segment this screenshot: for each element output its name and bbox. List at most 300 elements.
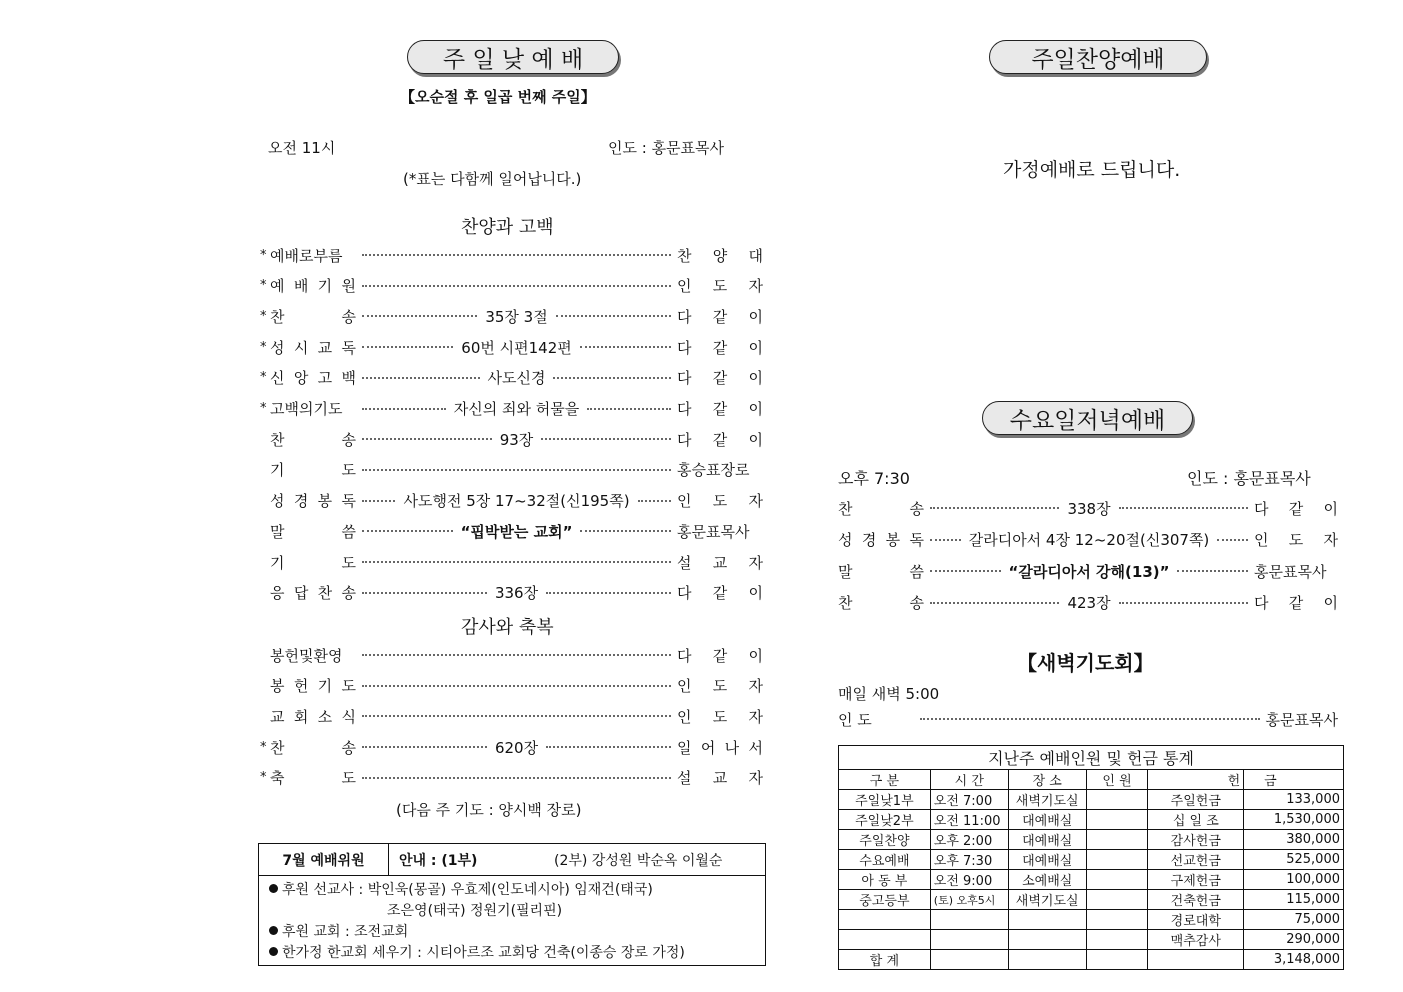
label-part: 대 — [748, 246, 763, 265]
dawn-prayer-time: 매일 새벽 5:00 — [838, 685, 940, 703]
stats-cell: 주일낮2부 — [839, 810, 931, 830]
order-label — [270, 306, 356, 327]
order-person — [677, 706, 763, 727]
stats-cell — [930, 910, 1008, 930]
stats-cell: 구제헌금 — [1148, 870, 1244, 890]
stats-cell — [1086, 830, 1148, 850]
order-label — [270, 459, 356, 480]
stats-cell: (토) 오후5시 — [930, 890, 1008, 910]
label-part: 이 — [1323, 594, 1338, 612]
label-part: 이 — [748, 430, 763, 449]
label-part: 자 — [748, 553, 763, 572]
order-row — [260, 766, 763, 790]
sunday-leader: 인도 : 홍문표목사 — [608, 139, 725, 157]
order-row — [260, 366, 763, 390]
label-part: 독 — [341, 338, 356, 357]
order-row — [260, 674, 763, 698]
order-fill — [356, 367, 677, 388]
order-person — [677, 245, 763, 266]
label-part: 기 — [270, 461, 285, 480]
dawn-label-text: 인 도 — [838, 710, 872, 729]
order-fill — [924, 529, 1254, 550]
dot-leader — [362, 469, 671, 471]
dot-leader — [920, 718, 1260, 720]
dot-leader — [580, 346, 671, 348]
order-row — [260, 427, 763, 451]
label-part: 씀 — [909, 562, 924, 581]
stats-cell: 아 동 부 — [839, 870, 931, 890]
order-label — [270, 582, 356, 603]
label-part: 봉 — [885, 531, 901, 549]
label-part: 찬 — [270, 430, 285, 449]
label-part: 축 — [270, 769, 285, 788]
wednesday-service-title — [982, 401, 1193, 435]
label-part: 도 — [712, 492, 728, 511]
label-part: 인 — [677, 707, 692, 726]
stats-total-label: 합 계 — [839, 950, 931, 970]
label-part: 도 — [341, 769, 356, 788]
label-part: 송 — [909, 499, 924, 518]
stats-title: 지난주 예배인원 및 헌금 통계 — [839, 746, 1344, 770]
standing-marker: * — [260, 770, 267, 786]
label-part: 다 — [1254, 594, 1269, 612]
label-part: 인 — [677, 492, 692, 511]
dot-leader — [546, 746, 671, 748]
missionary-row — [269, 880, 755, 901]
dot-leader — [362, 530, 453, 532]
label-part: 도 — [341, 461, 356, 480]
missionary-list-1: 박인욱(몽골) 우효제(인도네시아) 임재건(태국) — [367, 882, 653, 898]
label-part: 답 — [293, 584, 309, 603]
stats-cell: 수요예배 — [839, 850, 931, 870]
order-fill — [356, 469, 677, 471]
stats-cell: 오전 11:00 — [930, 810, 1008, 830]
dot-leader — [362, 500, 395, 502]
label-part: 원 — [341, 277, 356, 296]
order-fill — [924, 592, 1254, 613]
dawn-prayer-leader-row — [838, 707, 1338, 731]
label-part: 설 — [677, 553, 692, 572]
stats-cell — [1008, 930, 1086, 950]
order-person — [1254, 592, 1338, 613]
order-row — [260, 735, 763, 759]
label-part: 다 — [677, 646, 692, 665]
order-fill — [356, 582, 677, 603]
dot-leader — [1119, 507, 1248, 509]
label-part: 도 — [341, 553, 356, 572]
stats-cell: 대예배실 — [1008, 830, 1086, 850]
stats-row — [839, 870, 1344, 890]
stats-cell: 경로대학 — [1148, 910, 1244, 930]
praise-note: 가정예배로 드립니다. — [1003, 159, 1181, 181]
order-label — [270, 490, 356, 511]
label-part: 교 — [317, 338, 333, 357]
stats-cell — [1086, 910, 1148, 930]
label-part: 찬 — [270, 738, 285, 757]
sunday-subtitle: 【오순절 후 일곱 번째 주일】 — [400, 88, 596, 106]
stats-cell — [1008, 950, 1086, 970]
missionary-list-2: 조은영(태국) 정원기(필리핀) — [387, 903, 563, 919]
label-part: 앙 — [293, 369, 309, 388]
standing-marker: * — [260, 401, 267, 416]
label-part: 자 — [748, 277, 763, 296]
label-part: 나 — [724, 738, 740, 757]
standing-marker: * — [260, 739, 267, 755]
order-person — [677, 645, 763, 666]
dot-leader — [362, 561, 671, 563]
label-part: 자 — [748, 769, 763, 788]
dot-leader — [1177, 570, 1248, 572]
order-label — [270, 737, 356, 758]
sunday-service-title-text: 주 일 낮 예 배 — [442, 46, 584, 73]
label-part: 찬 — [317, 584, 333, 603]
praise-service-title-text: 주일찬양예배 — [1031, 46, 1165, 73]
dot-leader — [930, 507, 1059, 509]
order-content: “갈라디아서 강해(13)” — [1008, 562, 1170, 581]
label-part: 같 — [712, 646, 728, 665]
label-part: 송 — [341, 430, 356, 449]
dawn-prayer-title: 【새벽기도회】 — [1017, 651, 1154, 675]
label-part: 백 — [341, 369, 356, 388]
stats-cell: 맥추감사 — [1148, 930, 1244, 950]
label-part: 고 — [317, 369, 333, 388]
label-part: 자 — [748, 677, 763, 696]
stats-cell — [1086, 790, 1148, 810]
label-part: 씀 — [341, 522, 356, 541]
wednesday-leader: 인도 : 홍문표목사 — [1187, 469, 1311, 488]
stats-header-cell: 구 분 — [839, 770, 931, 790]
label-part: 봉 — [317, 492, 333, 511]
standing-marker: * — [260, 339, 267, 355]
label-part: 응 — [270, 584, 285, 603]
church-project: 한가정 한교회 세우기 : 시티아르조 교회당 건축(이종승 장로 가정) — [282, 945, 685, 961]
label-part: 같 — [712, 430, 728, 449]
stats-cell: 건축헌금 — [1148, 890, 1244, 910]
label-part: 같 — [712, 338, 728, 357]
order-row — [838, 591, 1338, 615]
order-person: 홍승표장로 — [677, 461, 750, 480]
stats-cell: 새벽기도실 — [1008, 890, 1086, 910]
dot-leader — [362, 715, 671, 717]
label-part: 다 — [677, 430, 692, 449]
order-row — [260, 550, 763, 574]
label-part: 다 — [677, 400, 692, 418]
label-part: 양 — [712, 246, 728, 265]
order-content: 93장 — [499, 430, 534, 449]
section-praise-confession: 찬양과 고백 — [461, 217, 554, 238]
order-person — [1254, 529, 1338, 550]
order-label — [270, 367, 356, 388]
dot-leader — [362, 685, 671, 687]
label-part: 다 — [677, 338, 692, 357]
order-row — [260, 274, 763, 298]
order-person — [677, 367, 763, 388]
stats-cell: 380,000 — [1244, 830, 1344, 850]
order-person — [677, 275, 763, 296]
label-part: 말 — [270, 522, 285, 541]
label-part: 같 — [712, 307, 728, 326]
order-content: 336장 — [494, 584, 539, 603]
bullet-icon — [269, 884, 278, 893]
stats-cell: 대예배실 — [1008, 810, 1086, 830]
stats-header-row — [839, 770, 1344, 790]
missionary-label: 후원 선교사 : — [282, 882, 364, 898]
stats-cell: 선교헌금 — [1148, 850, 1244, 870]
label-part: 배 — [293, 277, 309, 296]
stats-cell — [1086, 950, 1148, 970]
church-row — [269, 922, 755, 943]
label-part: 독 — [341, 492, 356, 511]
guide-second: (2부) 강성원 박순옥 이월순 — [554, 852, 723, 869]
order-label — [270, 521, 356, 542]
label-part: 같 — [712, 400, 728, 418]
stats-cell: 새벽기도실 — [1008, 790, 1086, 810]
label-part: 이 — [748, 307, 763, 326]
label-part: 성 — [838, 531, 853, 549]
bullet-icon — [269, 947, 278, 956]
label-part: 이 — [748, 646, 763, 665]
order-row — [838, 528, 1338, 552]
stats-row — [839, 930, 1344, 950]
dot-leader — [362, 592, 487, 594]
stats-header-cell: 헌 — [1148, 770, 1244, 790]
stats-cell — [839, 910, 931, 930]
label-part: 인 — [677, 677, 692, 696]
label-part: 이 — [748, 400, 763, 418]
label-part: 시 — [293, 338, 309, 357]
order-person — [677, 490, 763, 511]
order-label — [270, 337, 356, 358]
order-fill — [924, 498, 1254, 519]
order-person: 홍문표목사 — [677, 522, 750, 541]
order-person — [1254, 498, 1338, 519]
label-part: 인 — [677, 277, 692, 296]
order-fill — [356, 429, 677, 450]
label-part: 다 — [677, 369, 692, 388]
order-fill — [356, 337, 677, 358]
sunday-service-title — [407, 40, 619, 74]
standing-marker: * — [260, 278, 267, 294]
stats-cell: 75,000 — [1244, 910, 1344, 930]
label-part: 도 — [341, 677, 356, 696]
stats-cell: 115,000 — [1244, 890, 1344, 910]
section-thanks-blessing: 감사와 축복 — [461, 617, 554, 638]
stats-cell: 133,000 — [1244, 790, 1344, 810]
stats-cell — [839, 930, 931, 950]
label-part: 찬 — [838, 499, 853, 518]
dot-leader — [362, 408, 446, 410]
label-part: 자 — [748, 707, 763, 726]
stats-cell: 중고등부 — [839, 890, 931, 910]
order-row — [260, 581, 763, 605]
stats-cell: 100,000 — [1244, 870, 1344, 890]
guide-label: 안내 : (1부) — [399, 852, 478, 869]
dot-leader — [362, 315, 477, 317]
label-part: 자 — [748, 492, 763, 511]
order-label — [270, 767, 356, 788]
label-part: 찬 — [270, 307, 285, 326]
label-part: 말 — [838, 562, 853, 581]
stats-header-cell: 시 간 — [930, 770, 1008, 790]
stats-cell — [930, 930, 1008, 950]
stats-title-row — [839, 746, 1344, 770]
guide-row — [389, 850, 722, 870]
order-label — [838, 498, 924, 519]
label-part: 기 — [317, 677, 333, 696]
order-label — [838, 561, 924, 582]
dot-leader — [362, 346, 453, 348]
dot-leader — [930, 570, 1001, 572]
wednesday-time: 오후 7:30 — [838, 469, 910, 488]
dot-leader — [930, 602, 1059, 604]
dot-leader — [1119, 602, 1248, 604]
stats-row — [839, 790, 1344, 810]
label-part: 교 — [712, 553, 728, 572]
label-part: 기 — [317, 277, 333, 296]
label-part: 기 — [270, 553, 285, 572]
stats-header-cell: 인 원 — [1086, 770, 1148, 790]
standing-marker: * — [260, 308, 267, 324]
label-part: 교 — [270, 707, 285, 726]
label-part: 교 — [712, 769, 728, 788]
stats-cell: 소예배실 — [1008, 870, 1086, 890]
label-part: 이 — [748, 369, 763, 388]
label-part: 서 — [748, 738, 763, 757]
standing-note: (*표는 다함께 일어납니다.) — [403, 170, 582, 188]
dot-leader — [546, 592, 671, 594]
order-fill — [356, 306, 677, 327]
order-row — [260, 335, 763, 359]
order-fill — [356, 398, 677, 419]
label-part: 설 — [677, 769, 692, 788]
order-person — [677, 675, 763, 696]
order-person: 홍문표목사 — [1254, 562, 1327, 581]
label-part: 성 — [270, 338, 285, 357]
label-part: 인 — [1254, 531, 1269, 549]
label-part: 같 — [712, 584, 728, 603]
committee-body — [259, 876, 765, 968]
stats-row — [839, 910, 1344, 930]
order-fill — [356, 685, 677, 687]
stats-cell: 오후 2:00 — [930, 830, 1008, 850]
label-part: 도 — [712, 277, 728, 296]
order-label — [838, 529, 924, 550]
order-person — [677, 429, 763, 450]
stats-cell: 주일찬양 — [839, 830, 931, 850]
order-row — [260, 519, 763, 543]
stats-cell — [1148, 950, 1244, 970]
stats-cell — [1086, 810, 1148, 830]
order-label — [838, 592, 924, 613]
dawn-label — [838, 709, 914, 730]
missionary-row-2 — [269, 901, 755, 922]
committee-header-row — [259, 844, 765, 876]
label-part: 회 — [293, 707, 309, 726]
stats-cell — [930, 950, 1008, 970]
stats-total-value: 3,148,000 — [1244, 950, 1344, 970]
stats-cell: 오전 9:00 — [930, 870, 1008, 890]
order-row — [260, 397, 763, 421]
dot-leader — [541, 438, 671, 440]
order-label — [270, 429, 356, 450]
praise-service-title — [989, 40, 1207, 74]
order-fill — [924, 561, 1254, 582]
order-label — [270, 706, 356, 727]
dot-leader — [362, 285, 671, 287]
dawn-leader: 홍문표목사 — [1265, 710, 1338, 729]
label-part: 신 — [270, 369, 285, 388]
standing-marker: * — [260, 370, 267, 386]
order-fill — [356, 254, 677, 256]
label-part: 같 — [1288, 499, 1304, 518]
worship-committee-box — [258, 843, 766, 966]
order-label — [270, 275, 356, 296]
stats-cell — [1086, 890, 1148, 910]
dot-leader — [362, 654, 671, 656]
stats-cell — [1086, 870, 1148, 890]
order-person — [677, 737, 763, 758]
dot-leader — [580, 530, 671, 532]
label-part: 봉 — [270, 677, 285, 696]
stats-row — [839, 850, 1344, 870]
stats-cell: 대예배실 — [1008, 850, 1086, 870]
stats-row — [839, 810, 1344, 830]
stats-cell: 오전 7:00 — [930, 790, 1008, 810]
next-week-prayer: (다음 주 기도 : 양시백 장로) — [396, 801, 582, 819]
label-part: 경 — [861, 531, 877, 549]
label-part: 도 — [712, 707, 728, 726]
support-church: 후원 교회 : 조전교회 — [282, 924, 409, 940]
label-part: 다 — [1254, 499, 1269, 518]
label-part: 어 — [700, 738, 716, 757]
order-fill — [356, 737, 677, 758]
stats-cell — [1086, 850, 1148, 870]
dot-leader — [362, 777, 671, 779]
order-content: 423장 — [1067, 594, 1111, 612]
stats-cell: 290,000 — [1244, 930, 1344, 950]
order-content: 갈라디아서 4장 12~20절(신307쪽) — [968, 531, 1210, 549]
dot-leader — [362, 438, 492, 440]
stats-cell — [1086, 930, 1148, 950]
order-label — [270, 552, 356, 573]
dot-leader — [556, 315, 671, 317]
label-part: 이 — [748, 338, 763, 357]
stats-header-cell: 금 — [1244, 770, 1344, 790]
stats-row — [839, 890, 1344, 910]
dot-leader — [553, 377, 671, 379]
label-part: 경 — [293, 492, 309, 511]
order-content: 사도신경 — [487, 369, 546, 388]
leader-dots — [914, 718, 1266, 720]
order-row — [838, 559, 1338, 583]
order-person — [677, 582, 763, 603]
label-part: 헌 — [293, 677, 309, 696]
order-row — [260, 643, 763, 667]
order-fill — [356, 777, 677, 779]
stats-cell: 525,000 — [1244, 850, 1344, 870]
bullet-icon — [269, 926, 278, 935]
committee-header: 7월 예배위원 — [259, 844, 389, 875]
order-fill — [356, 521, 677, 542]
dot-leader — [1217, 539, 1248, 541]
stats-row — [839, 830, 1344, 850]
order-label: 예배로부름 — [270, 246, 343, 265]
dot-leader — [362, 377, 480, 379]
dot-leader — [587, 408, 671, 410]
label-part: 다 — [677, 584, 692, 603]
order-row — [260, 489, 763, 513]
order-row — [260, 458, 763, 482]
